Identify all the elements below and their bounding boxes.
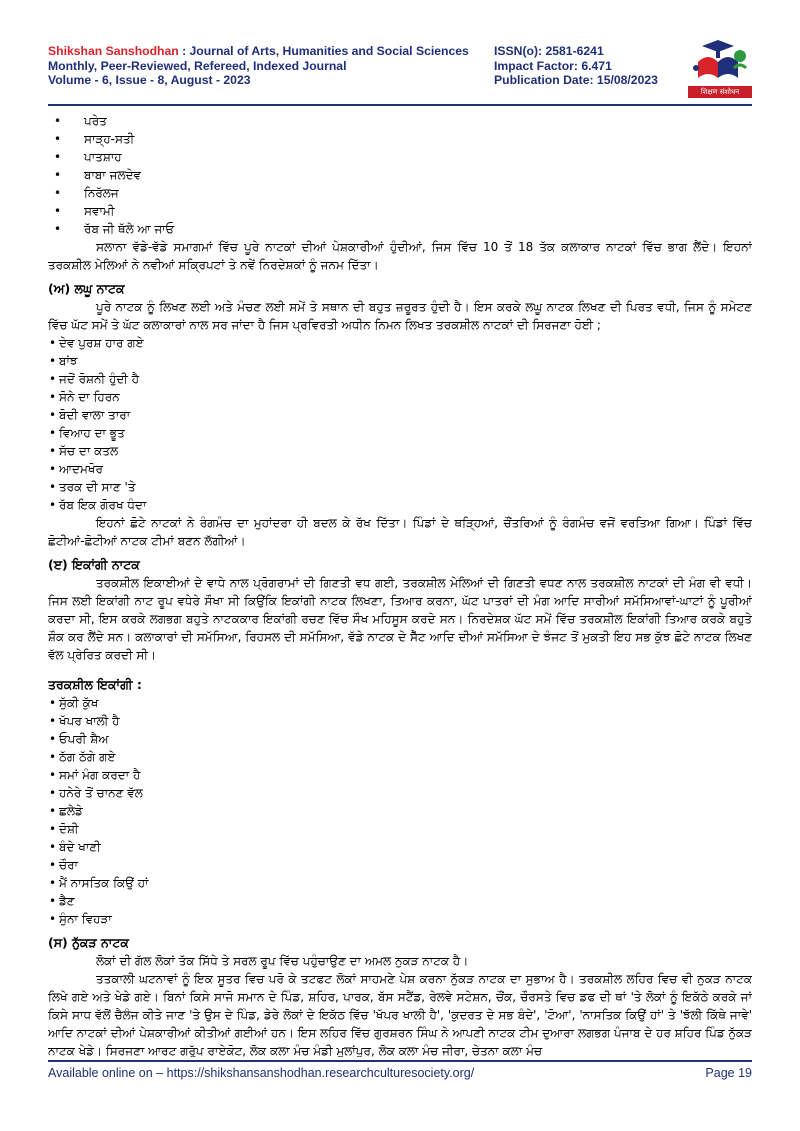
one-act-play-item: • ਚੌਰਾ [48, 856, 752, 874]
one-act-play-item: • ਬੰਦੇ ਖਾਣੀ [48, 838, 752, 856]
heading-street-plays: (ਸ) ਨੁੱਕੜ ਨਾਟਕ [48, 935, 129, 950]
play-list-1 [48, 112, 752, 238]
article-body [48, 112, 752, 1057]
play-list-item: • ਰੱਬ ਜੀ ਥੱਲੇ ਆ ਜਾਓ [48, 220, 752, 238]
paragraph-one-act-plays: ਤਰਕਸ਼ੀਲ ਇਕਾਈਆਂ ਦੇ ਵਾਧੇ ਨਾਲ ਪ੍ਰੋਗਰਾਮਾਂ ਦੀ ਗਿਣਤੀ ਵਧ ਗਈ, ਤਰਕਸ਼ੀਲ ਮੇਲਿਆਂ ਦੀ ਗਿਣਤੀ ਵਧਣ ਨਾਲ ਤਰਕਸ਼ੀਲ ਨਾਟਕਾਂ ਦੀ ਮੰਗ ਵੀ ਵਧੀ। ਜਿਸ ਲਈ ਇਕਾਂਗੀ ਨਾਟ ਰੂਪ ਵਧੇਰੇ ਸੌਖਾ ਸੀ ਕਿਉਂਕਿ ਇਕਾਂਗੀ ਨਾਟਕ ਲਿਖਣਾ, ਤਿਆਰ ਕਰਨਾ, ਘੱਟ ਪਾਤਰਾਂ ਦੀ ਮੰਗ ਆਦਿ ਸਾਰੀਆਂ ਸਮੱਸਿਆਵਾਂ-ਘਾਟਾਂ ਨੂੰ ਪੂਰੀਆਂ ਕਰਦਾ ਸੀ, ਇਸ ਕਰਕੇ ਲਗਭਗ ਬਹੁਤੇ ਨਾਟਕਕਾਰ ਇਕਾਂਗੀ ਰਚਣ ਵਿੱਚ ਸੌਖ ਮਹਿਸੂਸ ਕਰਦੇ ਸਨ। ਨਿਰਦੇਸ਼ਕ ਘੱਟ ਸਮੇਂ ਵਿੱਚ ਤਰਕਸ਼ੀਲ ਇਕਾਂਗੀ ਤਿਆਰ ਕਰਕੇ ਬਹੁਤੇ ਸ਼ੌਕ ਕਰ ਲੈਂਦੇ ਸਨ। ਕਲਾਕਾਰਾਂ ਦੀ ਸਮੱਸਿਆ, ਰਿਹਸਲ ਦੀ ਸਮੱਸਿਆ, ਵੱਡੇ ਨਾਟਕ ਦੇ ਸੈੱਟ ਆਦਿ ਦੀਆਂ ਸਮੱਸਿਆ ਦੇ ਝੰਜਟ ਤੋਂ ਮੁਕਤੀ ਇਹ ਸਭ ਕੁੱਝ ਛੋਟੇ ਨਾਟਕ ਲਿਖਣ ਵੱਲ ਪ੍ਰੇਰਿਤ ਕਰਦੀ ਸੀ। [48, 576, 752, 662]
page-footer [48, 1066, 752, 1084]
journal-logo [688, 38, 752, 100]
one-act-play-item: • ਸਮਾਂ ਮੰਗ ਕਰਦਾ ਹੈ [48, 766, 752, 784]
play-list-item: • ਬਾਬਾ ਜਲਦੇਵ [48, 166, 752, 184]
paragraph-short-plays-outro: ਇਹਨਾਂ ਛੋਟੇ ਨਾਟਕਾਂ ਨੇ ਰੰਗਮੰਚ ਦਾ ਮੁਹਾਂਦਰਾ ਹੀ ਬਦਲ ਕੇ ਰੱਖ ਦਿੱਤਾ। ਪਿੰਡਾਂ ਦੇ ਥੜ੍ਹਿਆਂ, ਚੌਂਤਰਿਆਂ ਨੂੰ ਰੰਗਮੰਚ ਵਜੋਂ ਵਰਤਿਆ ਗਿਆ। ਪਿੰਡਾਂ ਵਿੱਚ ਛੋਟੀਆਂ-ਛੋਟੀਆਂ ਨਾਟਕ ਟੀਮਾਂ ਬਣਨ ਲੱਗੀਆਂ। [48, 516, 752, 548]
one-act-play-item: • ਸੁੱਕੀ ਕੁੱਖ [48, 694, 752, 712]
one-act-play-item: • ਖੱਪਰ ਖਾਲੀ ਹੈ [48, 712, 752, 730]
footer-available-label: Available online on – [48, 1066, 167, 1080]
short-play-item: • ਬਾਂਝ [48, 352, 752, 370]
heading-short-plays: (ਅ) ਲਘੂ ਨਾਟਕ [48, 281, 125, 296]
issn: ISSN(o): 2581-6241 [494, 44, 604, 58]
short-play-item: • ਦੇਵ ਪੁਰਸ਼ ਹਾਰ ਗਏ [48, 334, 752, 352]
one-act-plays-list [48, 694, 752, 928]
short-play-item: • ਜਦੋਂ ਰੋਸ਼ਨੀ ਹੁੰਦੀ ਹੈ [48, 370, 752, 388]
journal-info-right [494, 44, 658, 88]
page-number: Page 19 [705, 1066, 752, 1080]
volume-issue: Volume - 6, Issue - 8, August - 2023 [48, 73, 251, 87]
short-play-item: • ਤਰਕ ਦੀ ਸਾਣ 'ਤੇ [48, 478, 752, 496]
play-list-item: • ਸਾੜ੍ਹ-ਸਤੀ [48, 130, 752, 148]
footer-divider [48, 1060, 752, 1062]
impact-factor: Impact Factor: 6.471 [494, 58, 612, 73]
one-act-play-item: • ਸੁੰਨਾ ਵਿਹੜਾ [48, 910, 752, 928]
journal-title: : Journal of Arts, Humanities and Social Sciences [178, 44, 469, 58]
one-act-play-item: • ਦੋਸ਼ੀ [48, 820, 752, 838]
play-list-item: • ਸਵਾਮੀ [48, 202, 752, 220]
one-act-play-item: • ਛਲੇਡੇ [48, 802, 752, 820]
short-play-item: • ਸੱਚ ਦਾ ਕਤਲ [48, 442, 752, 460]
journal-info-left [48, 44, 469, 88]
short-play-item: • ਸੋਨੇ ਦਾ ਹਿਰਨ [48, 388, 752, 406]
journal-brand: Shikshan Sanshodhan [48, 44, 179, 58]
play-list-item: • ਪਰੇਤ [48, 112, 752, 130]
short-play-item: • ਵਿਆਹ ਦਾ ਭੂਤ [48, 424, 752, 442]
footer-url-link[interactable]: https://shikshansanshodhan.researchculturesociety.org/ [166, 1066, 475, 1080]
paragraph-annual-events: ਸਲਾਨਾ ਵੱਡੇ-ਵੱਡੇ ਸਮਾਗਮਾਂ ਵਿੱਚ ਪੂਰੇ ਨਾਟਕਾਂ ਦੀਆਂ ਪੇਸ਼ਕਾਰੀਆਂ ਹੁੰਦੀਆਂ, ਜਿਸ ਵਿੱਚ 10 ਤੋਂ 18 ਤੱਕ ਕਲਾਕਾਰ ਨਾਟਕਾਂ ਵਿੱਚ ਭਾਗ ਲੈਂਦੇ। ਇਹਨਾਂ ਤਰਕਸ਼ੀਲ ਮੇਲਿਆਂ ਨੇ ਨਵੀਆਂ ਸਕ੍ਰਿਪਟਾਂ ਤੇ ਨਵੇਂ ਨਿਰਦੇਸ਼ਕਾਂ ਨੂੰ ਜਨਮ ਦਿੱਤਾ। [48, 240, 752, 272]
play-list-item: • ਨਿਰੱਲਜ [48, 184, 752, 202]
short-play-item: • ਰੱਬ ਇਕ ਗੋਰਖ ਧੰਦਾ [48, 496, 752, 514]
short-play-item: • ਬੋਦੀ ਵਾਲਾ ਤਾਰਾ [48, 406, 752, 424]
journal-header [48, 44, 748, 98]
logo-graphic-icon [688, 38, 752, 86]
header-divider [48, 104, 752, 106]
heading-rationalist-one-act: ਤਰਕਸ਼ੀਲ ਇਕਾਂਗੀ : [48, 677, 142, 692]
play-list-item: • ਪਾਤਸ਼ਾਹ [48, 148, 752, 166]
paragraph-street-plays-1: ਲੋਕਾਂ ਦੀ ਗੱਲ ਲੋਕਾਂ ਤੱਕ ਸਿੱਧੇ ਤੇ ਸਰਲ ਰੂਪ ਵਿੱਚ ਪਹੁੰਚਾਉਣ ਦਾ ਅਮਲ ਨੁਕੜ ਨਾਟਕ ਹੈ। [96, 954, 469, 968]
short-plays-list [48, 334, 752, 514]
paragraph-short-plays-intro: ਪੂਰੇ ਨਾਟਕ ਨੂੰ ਲਿਖਣ ਲਈ ਅਤੇ ਮੰਚਣ ਲਈ ਸਮੇਂ ਤੇ ਸਥਾਨ ਦੀ ਬਹੁਤ ਜ਼ਰੂਰਤ ਹੁੰਦੀ ਹੈ। ਇਸ ਕਰਕੇ ਲਘੂ ਨਾਟਕ ਲਿਖਣ ਦੀ ਪਿਰਤ ਵਧੀ, ਜਿਸ ਨੂੰ ਸਮੇਟਣ ਵਿੱਚ ਘੱਟ ਸਮੇਂ ਤੇ ਘੱਟ ਕਲਾਕਾਰਾਂ ਨਾਲ ਸਰ ਜਾਂਦਾ ਹੈ ਜਿਸ ਪ੍ਰਵਿਰਤੀ ਅਧੀਨ ਨਿਮਨ ਲਿਖਤ ਤਰਕਸ਼ੀਲ ਨਾਟਕਾਂ ਦੀ ਸਿਰਜਣਾ ਹੋਈ ; [48, 300, 752, 332]
publication-date: Publication Date: 15/08/2023 [494, 73, 658, 87]
one-act-play-item: • ਡੈਣ [48, 892, 752, 910]
one-act-play-item: • ਮੈਂ ਨਾਸਤਿਕ ਕਿਉਂ ਹਾਂ [48, 874, 752, 892]
short-play-item: • ਆਦਮਖੋਰ [48, 460, 752, 478]
journal-type: Monthly, Peer-Reviewed, Refereed, Indexed Journal [48, 58, 347, 73]
logo-caption: शिक्षण संशोधन [688, 86, 752, 98]
one-act-play-item: • ਓਪਰੀ ਸ਼ੈਅ [48, 730, 752, 748]
paragraph-street-plays-2: ਤਤਕਾਲੀ ਘਟਨਾਵਾਂ ਨੂੰ ਇਕ ਸੂਤਰ ਵਿਚ ਪਰੋ ਕੇ ਤਟਫਟ ਲੋਕਾਂ ਸਾਹਮਣੇ ਪੇਸ਼ ਕਰਨਾ ਨੁੱਕੜ ਨਾਟਕ ਦਾ ਸੁਭਾਅ ਹੈ। ਤਰਕਸ਼ੀਲ ਲਹਿਰ ਵਿਚ ਵੀ ਨੁਕੜ ਨਾਟਕ ਲਿਖੇ ਗਏ ਅਤੇ ਖੇਡੇ ਗਏ। ਬਿਨਾਂ ਕਿਸੇ ਸਾਜੋ ਸਮਾਨ ਦੇ ਪਿੰਡ, ਸ਼ਹਿਰ, ਪਾਰਕ, ਬੱਸ ਸਟੈਂਡ, ਰੇਲਵੇ ਸਟੇਸ਼ਨ, ਚੌਂਕ, ਚੌਰਸਤੇ ਵਿਚ ਡਫ ਦੀ ਥਾਂ 'ਤੇ ਲੋਕਾਂ ਨੂੰ ਇਕੱਠੇ ਕਰਕੇ ਜਾਂ ਕਿਸੇ ਸਾਧ ਵੱਲੋਂ ਚੈਲੰਜ ਕੀਤੇ ਜਾਣ 'ਤੇ ਉਸ ਦੇ ਪਿੰਡ, ਡੇਰੇ ਲੋਕਾਂ ਦੇ ਇਕੱਠ ਵਿੱਚ 'ਖੱਪਰ ਖਾਲੀ ਹੈ', 'ਕੁਦਰਤ ਦੇ ਸਭ ਬੰਦੇ', 'ਟੋਆ', 'ਨਾਸਤਿਕ ਕਿਉਂ ਹਾਂ' ਤੇ 'ਝੱਲੀ ਕਿੱਥੇ ਜਾਵੇ' ਆਦਿ ਨਾਟਕਾਂ ਦੀਆਂ ਪੇਸ਼ਕਾਰੀਆਂ ਕੀਤੀਆਂ ਗਈਆਂ ਹਨ। ਇਸ ਲਹਿਰ ਵਿੱਚ ਗੁਰਸ਼ਰਨ ਸਿੰਘ ਨੇ ਆਪਣੀ ਨਾਟਕ ਟੀਮ ਦੁਆਰਾ ਲਗਭਗ ਪੰਜਾਬ ਦੇ ਹਰ ਸ਼ਹਿਰ ਪਿੰਡ ਨੁੱਕੜ ਨਾਟਕ ਖੇਡੇ। ਸਿਰਜਣਾ ਆਰਟ ਗਰੁੱਪ ਰਾਏਕੋਟ, ਲੋਕ ਕਲਾ ਮੰਚ ਮੰਡੀ ਮੁਲਾਂਪੁਰ, ਲੋਕ ਕਲਾ ਮੰਚ ਜੀਰਾ, ਚੇਤਨਾ ਕਲਾ ਮੰਚ [48, 972, 752, 1057]
one-act-play-item: • ਹਨੇਰੇ ਤੋਂ ਚਾਨਣ ਵੱਲ [48, 784, 752, 802]
one-act-play-item: • ਠੱਗ ਠੱਗੇ ਗਏ [48, 748, 752, 766]
heading-one-act-plays: (ੲ) ਇਕਾਂਗੀ ਨਾਟਕ [48, 557, 140, 572]
